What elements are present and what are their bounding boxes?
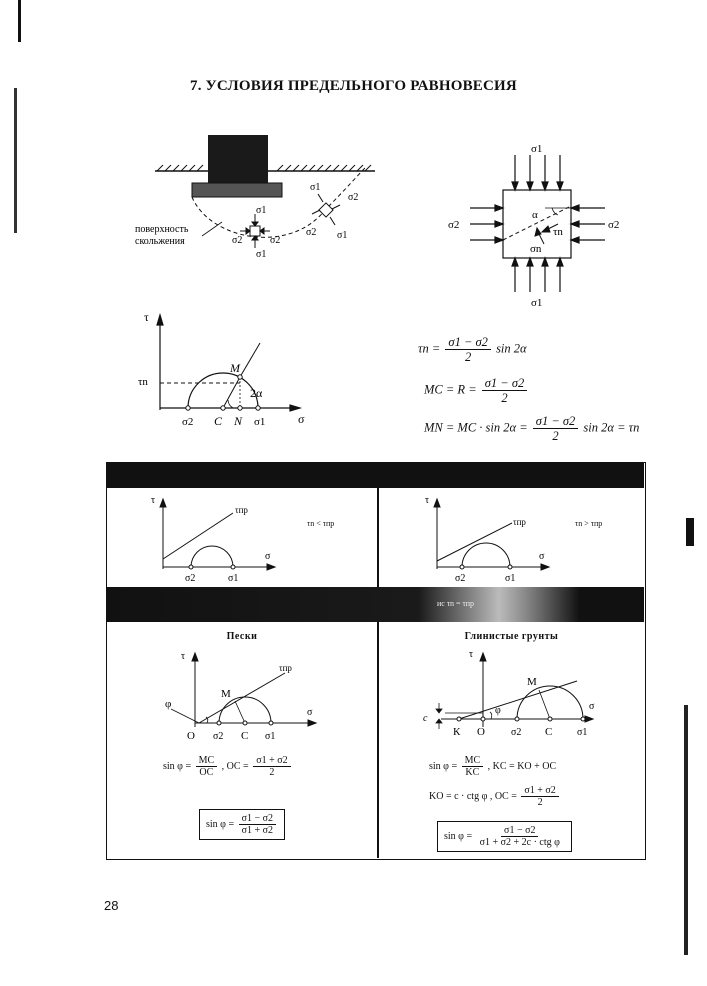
fig2-alpha: α [532,209,538,221]
fig1-s2-left: σ2 [232,235,243,246]
formula-mn-lhs: MN = MC · sin 2α = [424,420,528,435]
stable-condition: τn < τпр [307,519,335,528]
fig2-s1-bottom: σ1 [531,297,543,309]
fig1-s2-right: σ2 [270,235,281,246]
sands-tau: τ [181,651,186,662]
fig1-s1-bottom: σ1 [256,249,267,260]
table-middle-band [107,587,644,622]
fig2-s2-right: σ2 [608,219,620,231]
scan-edge-mark-left [14,88,17,233]
clays-s1: σ1 [577,727,588,738]
formula-tau-n-den: 2 [465,350,472,364]
formula-radius-lhs: MC = R = [424,382,477,397]
fig2-sigma-n: σn [530,243,542,255]
clays-K: К [453,726,461,738]
mohr-circle-diagram [130,305,320,430]
formula-mn-den: 2 [552,429,559,443]
sands-f1b-den: 2 [269,767,275,778]
sands-f1-mid: , OC = [221,760,249,772]
formula-radius [424,376,529,405]
fig1-s1-top: σ1 [256,205,267,216]
unstable-condition: τn > τпр [575,519,603,528]
sands-f1-num: MC [196,755,218,767]
page-number: 28 [104,898,119,913]
sands-tpr: τпр [279,663,292,673]
clays-C: C [545,726,553,738]
limit-equilibrium-table [106,462,646,860]
fig3-point-M: M [230,361,240,375]
unstable-s1: σ1 [505,573,516,584]
stable-s2: σ2 [185,573,196,584]
clays-f1-mid: , KC = KO + OC [487,760,557,772]
clays-c: c [423,713,428,724]
chart-clays [417,643,607,743]
sands-boxed-num: σ1 − σ2 [239,813,276,825]
sands-phi: φ [165,698,172,710]
clays-f1-num: MC [462,755,484,767]
fig3-sigma-axis: σ [298,412,305,426]
fig1-s1-el2-bottom: σ1 [337,230,348,241]
sands-f1-lhs: sin φ = [163,760,192,772]
table-vertical-divider [377,488,379,858]
formula-tau-n-rhs: sin 2α [496,341,527,356]
fig3-two-alpha: 2α [250,386,263,400]
clays-O: O [477,726,485,738]
fig1-s2-el2-left: σ2 [306,227,317,238]
slip-surface-label-2: скольжения [135,236,185,247]
formula-radius-num: σ1 − σ2 [482,376,528,391]
stable-sigma: σ [265,551,271,562]
sands-boxed-den: σ1 + σ2 [241,825,274,836]
clays-M: M [527,676,537,688]
fig3-C: C [214,414,223,428]
fig3-N: N [234,414,243,428]
fig2-s1-top: σ1 [531,143,543,155]
clays-tau: τ [469,649,474,660]
stable-tpr: τпр [235,505,248,515]
stressed-element-diagram [440,140,640,310]
clays-title: Глинистые грунты [464,631,559,642]
fig3-tau-axis: τ [144,310,149,324]
scan-edge-mark-right-long [684,705,688,955]
clays-boxed-num: σ1 − σ2 [501,825,538,837]
unstable-tau: τ [425,495,430,506]
clays-f2-lhs: KO = c · ctg φ , OC = [429,790,517,802]
fig3-s2: σ2 [182,416,194,428]
formula-tau-n [418,335,527,364]
sands-boxed-formula [199,809,285,840]
foundation-slip-diagram [135,130,390,260]
scan-edge-mark-top [18,0,21,42]
fig1-s2-el2-right: σ2 [348,192,359,203]
table-header-band [107,463,644,488]
sands-s1: σ1 [265,731,276,742]
formula-radius-den: 2 [501,391,508,405]
fig3-tau-n: τn [138,376,148,388]
stable-s1: σ1 [228,573,239,584]
clays-s2: σ2 [511,727,522,738]
clays-formula-1 [429,755,556,778]
sands-f1-den: OC [199,767,214,778]
stable-tau: τ [151,495,156,506]
fig2-s2-left: σ2 [448,219,460,231]
fig2-tau-n: τn [553,226,563,238]
sands-O: O [187,730,195,742]
chart-unstable [417,491,557,586]
clays-formula-2 [429,785,561,808]
clays-f1-lhs: sin φ = [429,760,458,772]
chart-stable [143,491,283,586]
fig3-s1: σ1 [254,416,266,428]
formula-tau-n-lhs: τn = [418,341,441,356]
clays-boxed-den: σ1 + σ2 + 2c · ctg φ [479,837,560,848]
sands-M: M [221,688,231,700]
sands-C: C [241,730,249,742]
sands-formula-1 [163,755,293,778]
formula-tau-n-num: σ1 − σ2 [445,335,491,350]
sands-f1b-num: σ1 + σ2 [253,755,290,767]
formula-mn-num: σ1 − σ2 [533,414,579,429]
clays-f2-num: σ1 + σ2 [521,785,558,797]
clays-sigma: σ [589,701,595,712]
unstable-s2: σ2 [455,573,466,584]
slip-surface-label-1: поверхность [135,224,189,235]
band-caption: ис τn = τпр [437,599,475,608]
clays-boxed-lhs: sin φ = [444,830,473,842]
formula-mn [424,414,639,443]
clays-f2-den: 2 [537,797,543,808]
page-title: 7. УСЛОВИЯ ПРЕДЕЛЬНОГО РАВНОВЕСИЯ [190,78,517,94]
chart-sands [157,643,332,743]
scan-edge-mark-right [686,518,694,546]
sands-sigma: σ [307,707,313,718]
sands-boxed-lhs: sin φ = [206,818,235,830]
clays-f1-den: KC [465,767,480,778]
formula-mn-rhs: sin 2α = τn [583,420,640,435]
unstable-sigma: σ [539,551,545,562]
sands-s2: σ2 [213,731,224,742]
fig1-s1-el2-top: σ1 [310,182,321,193]
clays-boxed-formula [437,821,572,852]
clays-phi: φ [495,705,501,716]
sands-title: Пески [226,631,258,642]
unstable-tpr: τпр [513,517,526,527]
